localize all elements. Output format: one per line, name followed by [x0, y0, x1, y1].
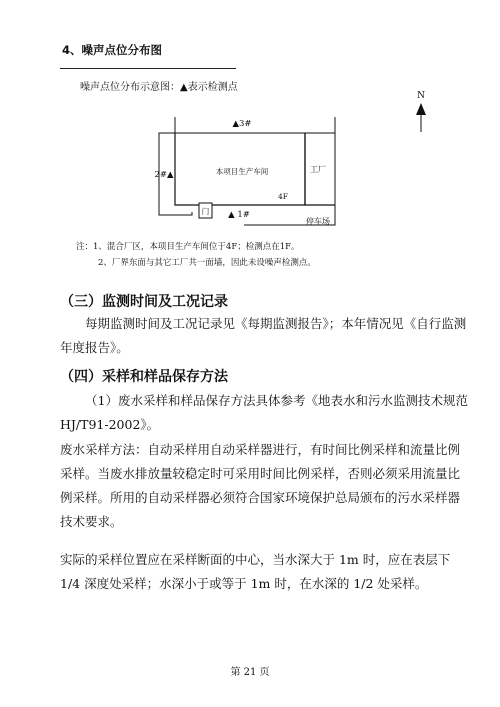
- section-4-paragraph-1: （1）废水采样和样品保存方法具体参考《地表水和污水监测技术规范HJ/T91-2002》。: [60, 393, 468, 432]
- building-label: 本项目生产车间: [215, 167, 269, 176]
- gate-label: 门: [201, 207, 210, 216]
- noise-point-diagram: [0, 0, 500, 240]
- figure-note-1: 注：1、混合厂区，本项目生产车间位于4F；检测点在1F。: [76, 242, 300, 252]
- section-4-heading: （四）采样和样品保存方法: [60, 369, 228, 385]
- figure-legend: 噪声点位分布示意图：▲表示检测点: [80, 82, 238, 93]
- figure-heading: 4、噪声点位分布图: [62, 43, 163, 57]
- figure-note-2: 2、厂界东面与其它工厂共一面墙，因此未设噪声检测点。: [98, 258, 316, 268]
- section-3-paragraph: 每期监测时间及工况记录见《每期监测报告》；本年情况见《自行监测年度报告》。: [60, 316, 467, 355]
- north-arrowhead-icon: [416, 103, 426, 115]
- section-4-paragraph-2: 废水采样方法：自动采样用自动采样器进行，有时间比例采样和流量比例采样。当废水排放量较稳定时可采用时间比例采样，否则必须采用流量比例采样。所用的自动采样器必须符合国家环境保护总局颁布的污水采样器技术要求。: [60, 442, 461, 529]
- point-1-label: ▲ 1#: [228, 210, 250, 220]
- section-4-paragraph-3: 实际的采样位置应在采样断面的中心，当水深大于 1m 时，应在表层下 1/4 深度处采样；水深小于或等于 1m 时，在水深的 1/2 处采样。: [60, 552, 451, 591]
- point-3-label: ▲3#: [232, 119, 252, 129]
- parking-label: 停车场: [306, 217, 330, 226]
- compass-label: N: [417, 91, 425, 101]
- point-2-label: 2#▲: [154, 170, 174, 180]
- factory-label: 工厂: [310, 165, 326, 174]
- section-3-heading: （三）监测时间及工况记录: [60, 294, 228, 310]
- page-number: 第 21 页: [230, 667, 270, 678]
- floor-label: 4F: [278, 192, 288, 201]
